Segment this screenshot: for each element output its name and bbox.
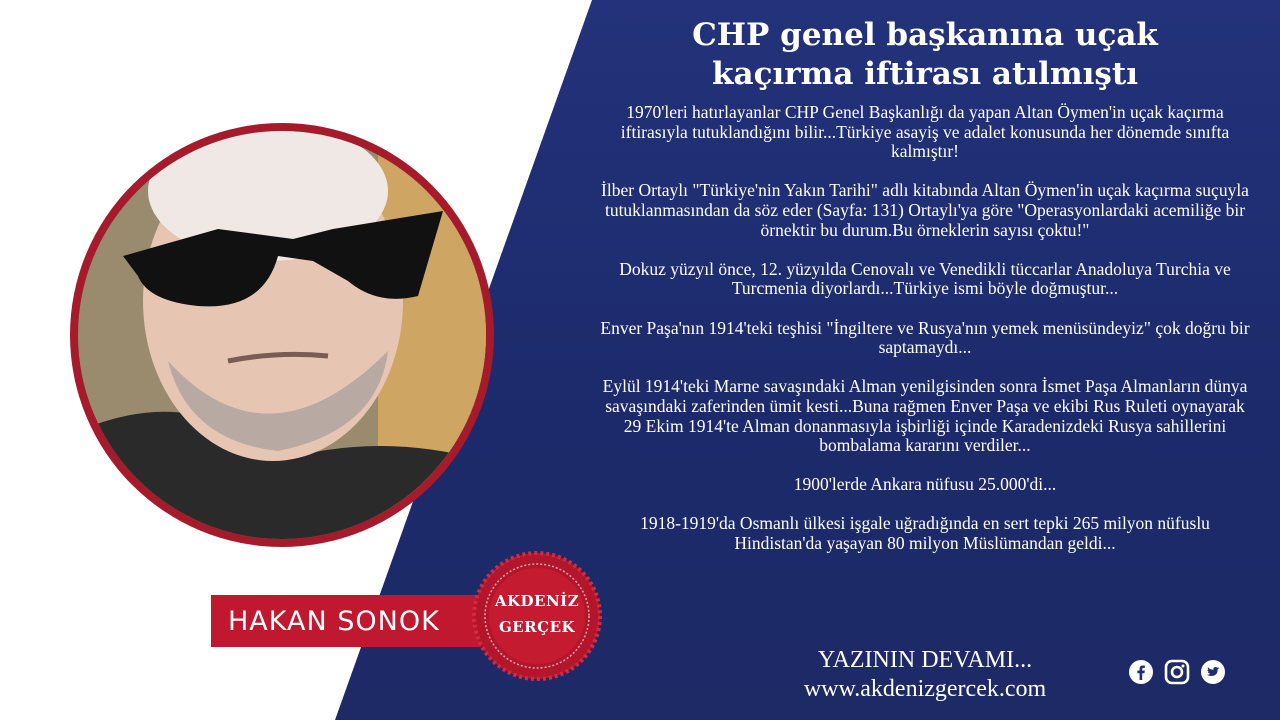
article-paragraph: Enver Paşa'nın 1914'teki teşhisi "İngiltere ve Rusya'nın yemek menüsündeyiz" çok doğru bir saptamaydı... <box>600 317 1250 358</box>
article-paragraph: İlber Ortaylı "Türkiye'nin Yakın Tarihi" adlı kitabında Altan Öymen'in uçak kaçırma suçuyla tutuklanmasından da söz eder (Sayfa: 131) Ortaylı'ya göre "Operasyonlardaki acemiliğe bir örnektir bu durum.Bu örneklerin sayısı çoktu!" <box>601 180 1249 240</box>
article-paragraph: 1900'lerde Ankara nüfusu 25.000'di... <box>793 474 1057 495</box>
article-paragraph: Eylül 1914'teki Marne savaşındaki Alman yenilgisinden sonra İsmet Paşa Almanların dünya savaşındaki zaferinden ümit kesti...Buna rağmen Enver Paşa ve ekibi Rus Ruleti oynayarak 29 Ekim 1914'te Alman donanmasıyla işbirliği içinde Karadenizdeki Rusya sahillerini bombalama kararını verdiler... <box>602 376 1248 456</box>
instagram-icon[interactable] <box>1164 659 1190 685</box>
author-name: HAKAN SONOK <box>228 605 440 637</box>
article-paragraph: Dokuz yüzyıl önce, 12. yüzyılda Cenovalı ve Venedikli tüccarlar Anadoluya Turchia ve Turcmenia diyorlardı...Türkiye ismi böyle doğmuştur... <box>619 258 1231 299</box>
article-body <box>600 103 1250 573</box>
article-paragraph: 1970'leri hatırlayanlar CHP Genel Başkanlığı da yapan Altan Öymen'in uçak kaçırma iftirasıyla tutuklandığını bilir...Türkiye asayiş ve adalet konusunda her dönemde sınıfta kalmıştır! <box>620 102 1230 162</box>
title-line2: kaçırma iftirası atılmıştı <box>712 56 1138 92</box>
facebook-icon[interactable] <box>1128 659 1154 685</box>
article-title <box>600 16 1250 94</box>
author-name-bar <box>211 595 481 647</box>
author-photo <box>78 131 486 539</box>
website-link[interactable]: www.akdenizgercek.com <box>803 676 1047 702</box>
read-more-label: YAZININ DEVAMI... <box>817 647 1033 673</box>
title-line1: CHP genel başkanına uçak <box>692 17 1158 53</box>
article-paragraph: 1918-1919'da Osmanlı ülkesi işgale uğradığında en sert tepki 265 milyon nüfuslu Hindistan'da yaşayan 80 milyon Müslümandan geldi... <box>640 513 1210 554</box>
seal-line2: GERÇEK <box>498 618 576 636</box>
seal-line1: AKDENİZ <box>494 592 580 610</box>
footer-more <box>700 646 1150 704</box>
seal-label <box>472 588 602 640</box>
social-icons <box>1128 659 1226 685</box>
twitter-icon[interactable] <box>1200 659 1226 685</box>
author-portrait-illustration <box>78 131 486 539</box>
